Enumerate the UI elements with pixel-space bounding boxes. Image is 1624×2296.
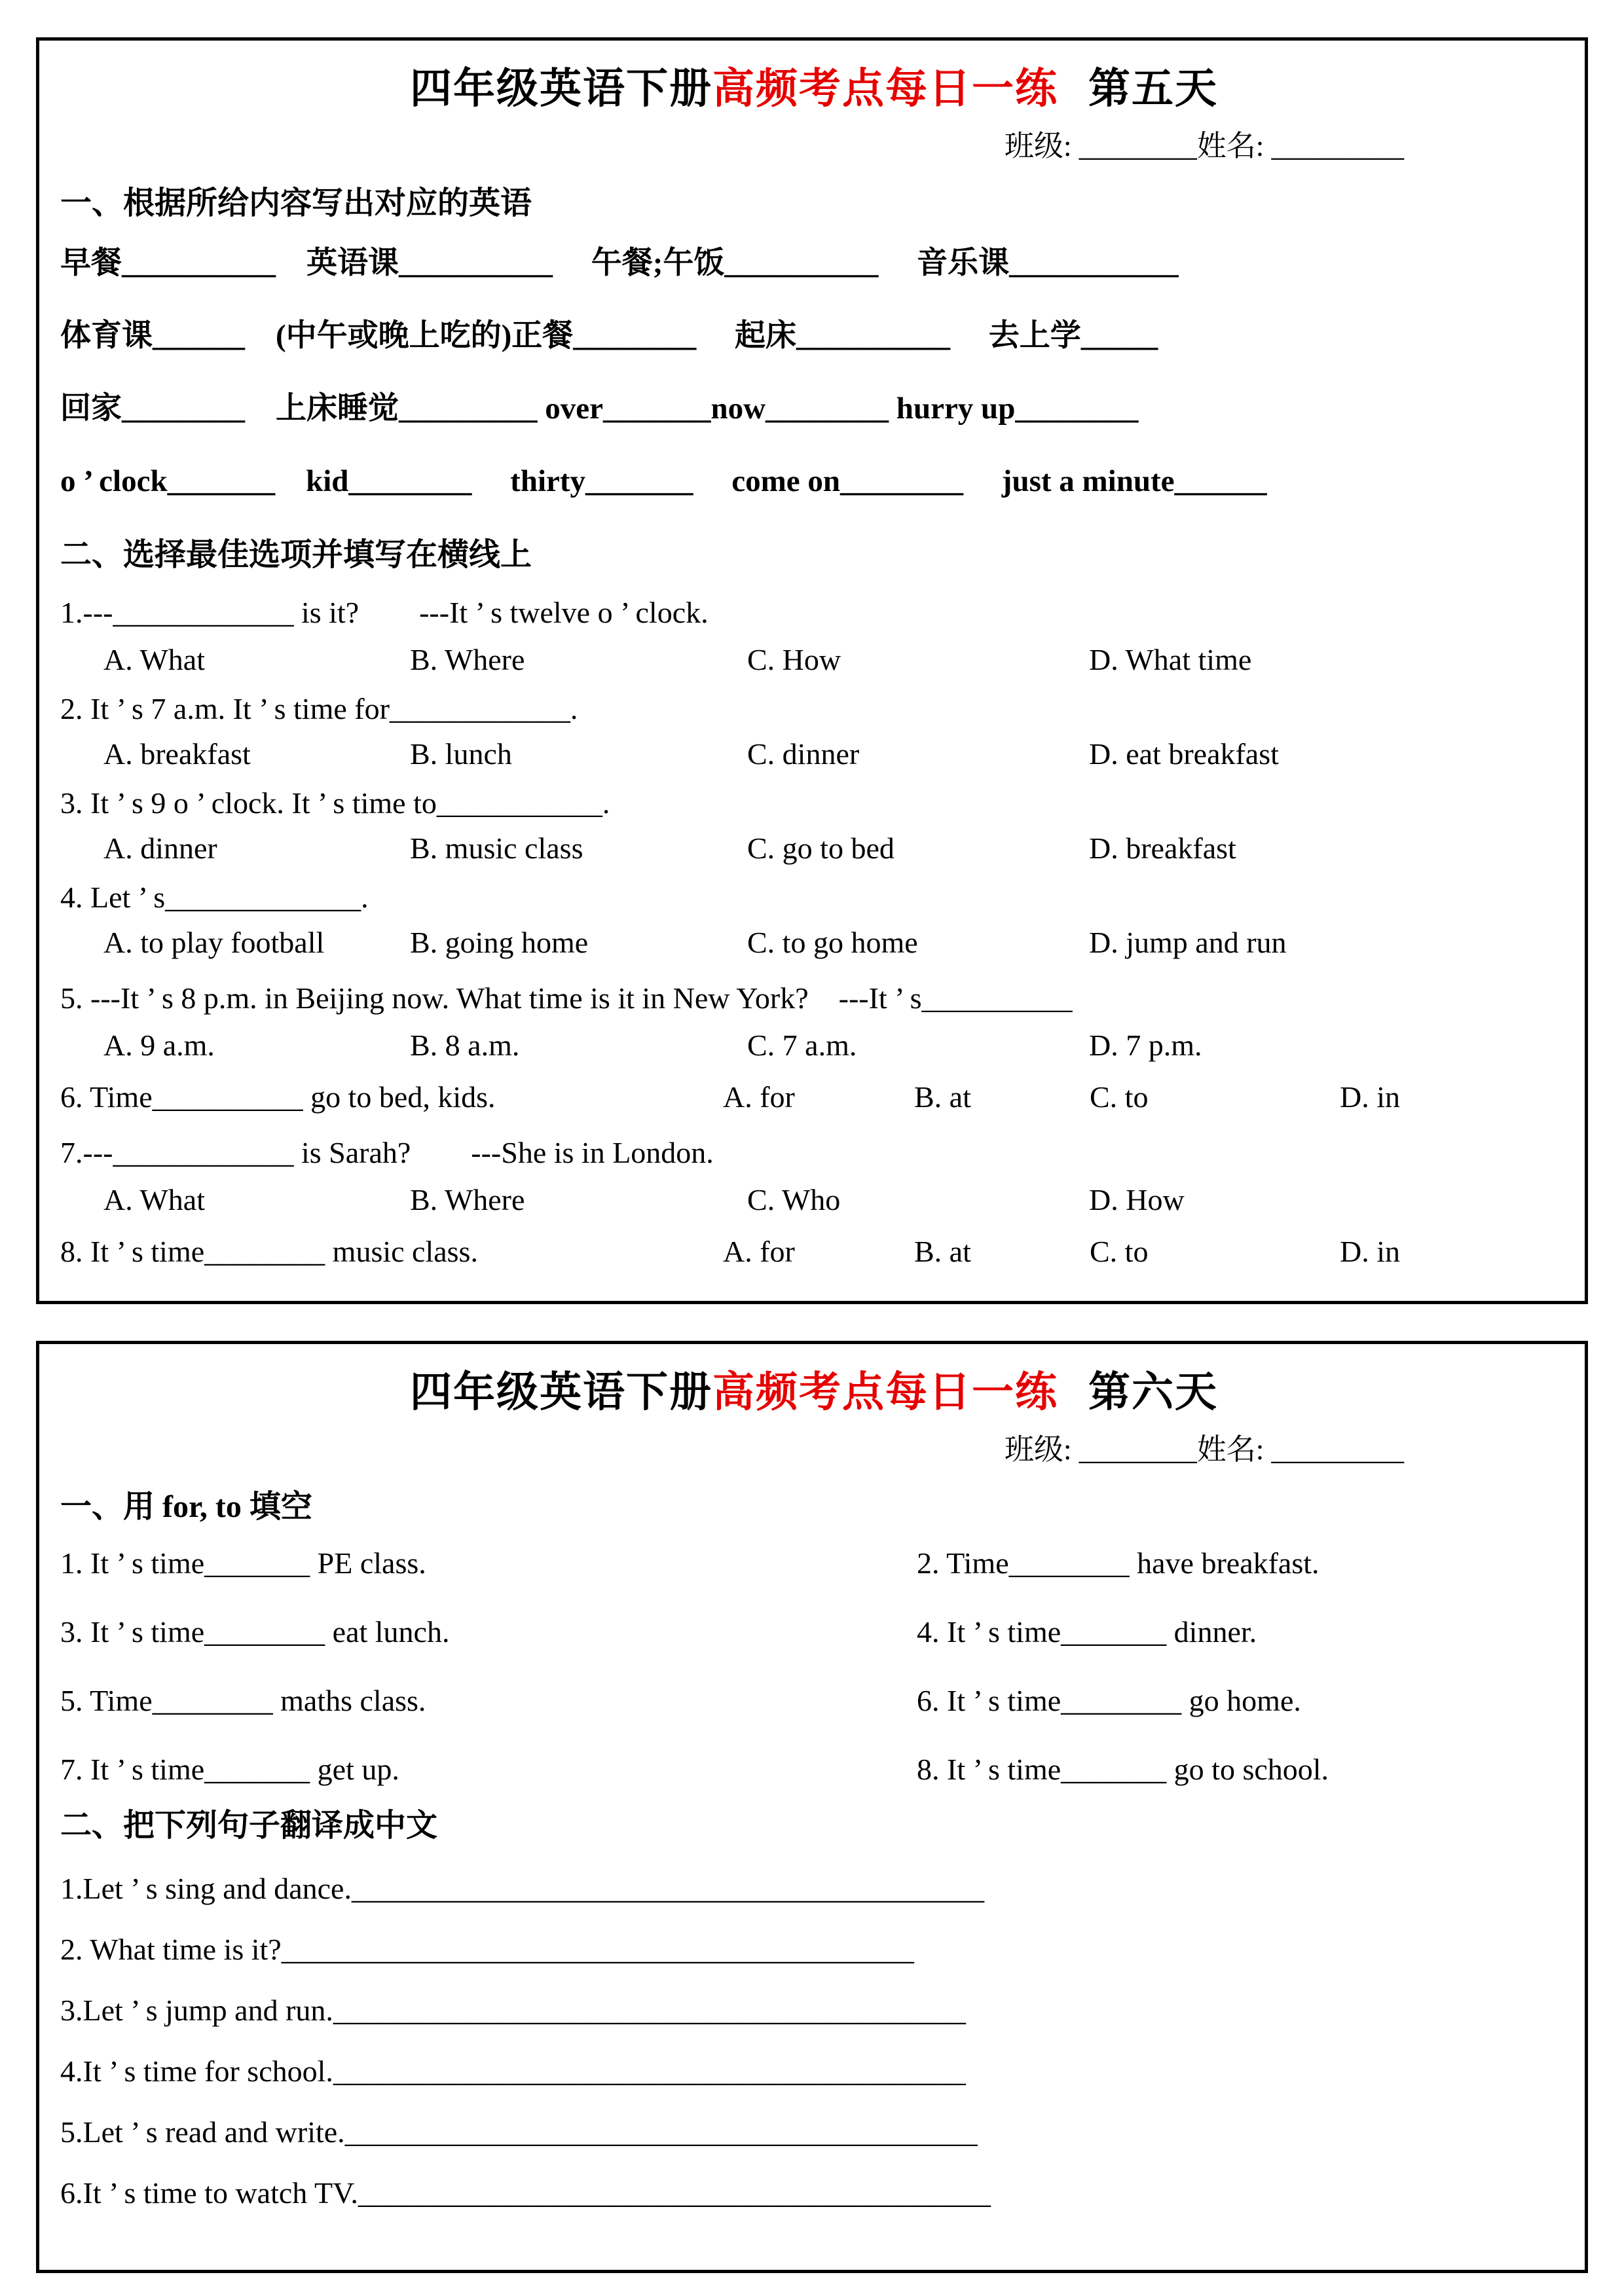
day6-fill-item-5: 5. Time________ maths class. xyxy=(60,1684,426,1717)
day5-section1-heading: 一、根据所给内容写出对应的英语 xyxy=(60,186,532,221)
day5-q4-option-b: B. going home xyxy=(410,926,589,959)
day5-q4-option-c: C. to go home xyxy=(747,926,918,959)
day5-q2-option-c: C. dinner xyxy=(747,737,860,771)
day6-title-day: 第六天 xyxy=(1088,1369,1218,1415)
day5-class-name-line xyxy=(60,122,1404,164)
day5-q4-option-d: D. jump and run xyxy=(1089,926,1287,959)
day6-translate-line-6: 6.It ’ s time to watch TV.__________________________________________ xyxy=(60,2176,991,2210)
day6-fill-item-8: 8. It ’ s time_______ go to school. xyxy=(917,1753,1329,1786)
day5-vocab-line-3: 回家________ 上床睡觉_________ over_______now________ hurry up________ xyxy=(60,392,1139,426)
day5-q6-option-a: A. for xyxy=(723,1080,795,1114)
day5-q4-options xyxy=(60,925,1568,960)
day5-q1-option-d: D. What time xyxy=(1089,643,1252,676)
day5-title xyxy=(60,55,1568,115)
day5-q7-options xyxy=(60,1182,1568,1217)
day6-title xyxy=(60,1358,1568,1419)
day6-translate-line-3: 3.Let ’ s jump and run.__________________________________________ xyxy=(60,1994,966,2027)
day6-translate-line-1: 1.Let ’ s sing and dance.__________________________________________ xyxy=(60,1872,984,1905)
day5-q5-option-b: B. 8 a.m. xyxy=(410,1029,520,1062)
day5-q3-stem: 3. It ’ s 9 o ’ clock. It ’ s time to___________. xyxy=(60,786,610,820)
day6-section2-heading: 二、把下列句子翻译成中文 xyxy=(60,1808,438,1843)
day5-q8-line xyxy=(60,1234,1568,1269)
day5-title-day: 第五天 xyxy=(1088,65,1218,112)
day6-fill-item-7: 7. It ’ s time_______ get up. xyxy=(60,1753,399,1786)
day5-q1-stem: 1.---____________ is it? ---It ’ s twelve o ’ clock. xyxy=(60,596,709,629)
day5-q7-option-c: C. Who xyxy=(747,1183,841,1216)
day5-q1-option-c: C. How xyxy=(747,643,841,676)
day5-q3-option-d: D. breakfast xyxy=(1089,831,1236,865)
day5-q8-option-c: C. to xyxy=(1090,1235,1149,1268)
day6-name-field: 姓名: _________ xyxy=(1196,1433,1404,1466)
day5-q4-option-a: A. to play football xyxy=(103,926,325,959)
day6-fill-item-3: 3. It ’ s time________ eat lunch. xyxy=(60,1615,450,1649)
worksheet-box-day6 xyxy=(36,1341,1588,2273)
day5-q2-options xyxy=(60,737,1568,771)
day5-q8-option-b: B. at xyxy=(914,1235,971,1268)
day5-q1-option-a: A. What xyxy=(103,643,206,676)
day5-q2-stem: 2. It ’ s 7 a.m. It ’ s time for____________. xyxy=(60,692,578,725)
day5-q3-option-c: C. go to bed xyxy=(747,831,895,865)
day5-class-field: 班级: ________ xyxy=(1004,130,1197,162)
day5-vocab-line-2: 体育课______ (中午或晚上吃的)正餐________ 起床__________ 去上学_____ xyxy=(60,319,1158,353)
day5-q6-option-b: B. at xyxy=(914,1080,971,1114)
day5-q2-option-d: D. eat breakfast xyxy=(1089,737,1279,771)
day5-q5-option-c: C. 7 a.m. xyxy=(747,1029,857,1062)
day5-q2-option-b: B. lunch xyxy=(410,737,512,771)
day5-q1-options xyxy=(60,642,1568,677)
day6-translate-line-2: 2. What time is it?__________________________________________ xyxy=(60,1933,914,1966)
day5-name-field: 姓名: _________ xyxy=(1196,130,1404,162)
day5-q8-option-d: D. in xyxy=(1340,1235,1400,1268)
day5-q6-option-c: C. to xyxy=(1090,1080,1149,1114)
day5-q4-stem: 4. Let ’ s_____________. xyxy=(60,881,369,914)
day5-q3-option-b: B. music class xyxy=(410,831,583,865)
worksheet-box-day5 xyxy=(36,37,1588,1304)
day5-q7-option-b: B. Where xyxy=(410,1183,525,1216)
day5-q5-stem: 5. ---It ’ s 8 p.m. in Beijing now. What time is it in New York? ---It ’ s__________ xyxy=(60,981,1073,1015)
day5-q6-option-d: D. in xyxy=(1340,1080,1400,1114)
day5-q7-option-a: A. What xyxy=(103,1183,206,1216)
day6-translate-line-5: 5.Let ’ s read and write.__________________________________________ xyxy=(60,2115,978,2149)
day5-q6-stem: 6. Time__________ go to bed, kids. xyxy=(60,1080,496,1114)
day6-fill-grid xyxy=(60,1546,1568,1787)
day5-q8-stem: 8. It ’ s time________ music class. xyxy=(60,1235,478,1268)
day6-translate-line-4: 4.It ’ s time for school.__________________________________________ xyxy=(60,2054,966,2088)
day6-fill-item-6: 6. It ’ s time________ go home. xyxy=(917,1684,1301,1717)
day5-q7-option-d: D. How xyxy=(1089,1183,1185,1216)
day5-q5-option-a: A. 9 a.m. xyxy=(103,1029,215,1062)
day6-fill-item-2: 2. Time________ have breakfast. xyxy=(917,1546,1320,1580)
day5-vocab-line-4: o ’ clock_______ kid________ thirty_______ come on________ just a minute______ xyxy=(60,464,1267,498)
day5-q3-option-a: A. dinner xyxy=(103,831,217,865)
day5-vocab-line-1: 早餐__________ 英语课__________ 午餐;午饭__________ 音乐课___________ xyxy=(60,246,1179,280)
day6-title-highlight: 高频考点每日一练 xyxy=(712,1369,1058,1415)
day5-section2-heading: 二、选择最佳选项并填写在横线上 xyxy=(60,538,532,572)
day5-q7-stem: 7.---____________ is Sarah? ---She is in London. xyxy=(60,1136,714,1169)
day5-q5-options xyxy=(60,1028,1568,1063)
day5-q5-option-d: D. 7 p.m. xyxy=(1089,1029,1202,1062)
day6-fill-item-4: 4. It ’ s time_______ dinner. xyxy=(917,1615,1257,1649)
day6-class-field: 班级: ________ xyxy=(1004,1433,1197,1466)
day5-q3-options xyxy=(60,831,1568,866)
day5-title-prefix: 四年级英语下册 xyxy=(410,65,712,112)
day6-class-name-line xyxy=(60,1425,1404,1468)
day5-q8-option-a: A. for xyxy=(723,1235,795,1268)
day6-section1-heading: 一、用 for, to 填空 xyxy=(60,1489,312,1524)
day6-title-prefix: 四年级英语下册 xyxy=(410,1369,712,1415)
day5-q1-option-b: B. Where xyxy=(410,643,525,676)
day5-q2-option-a: A. breakfast xyxy=(103,737,251,771)
day6-fill-item-1: 1. It ’ s time_______ PE class. xyxy=(60,1546,426,1580)
day5-title-highlight: 高频考点每日一练 xyxy=(712,65,1058,112)
day5-q6-line xyxy=(60,1080,1568,1114)
